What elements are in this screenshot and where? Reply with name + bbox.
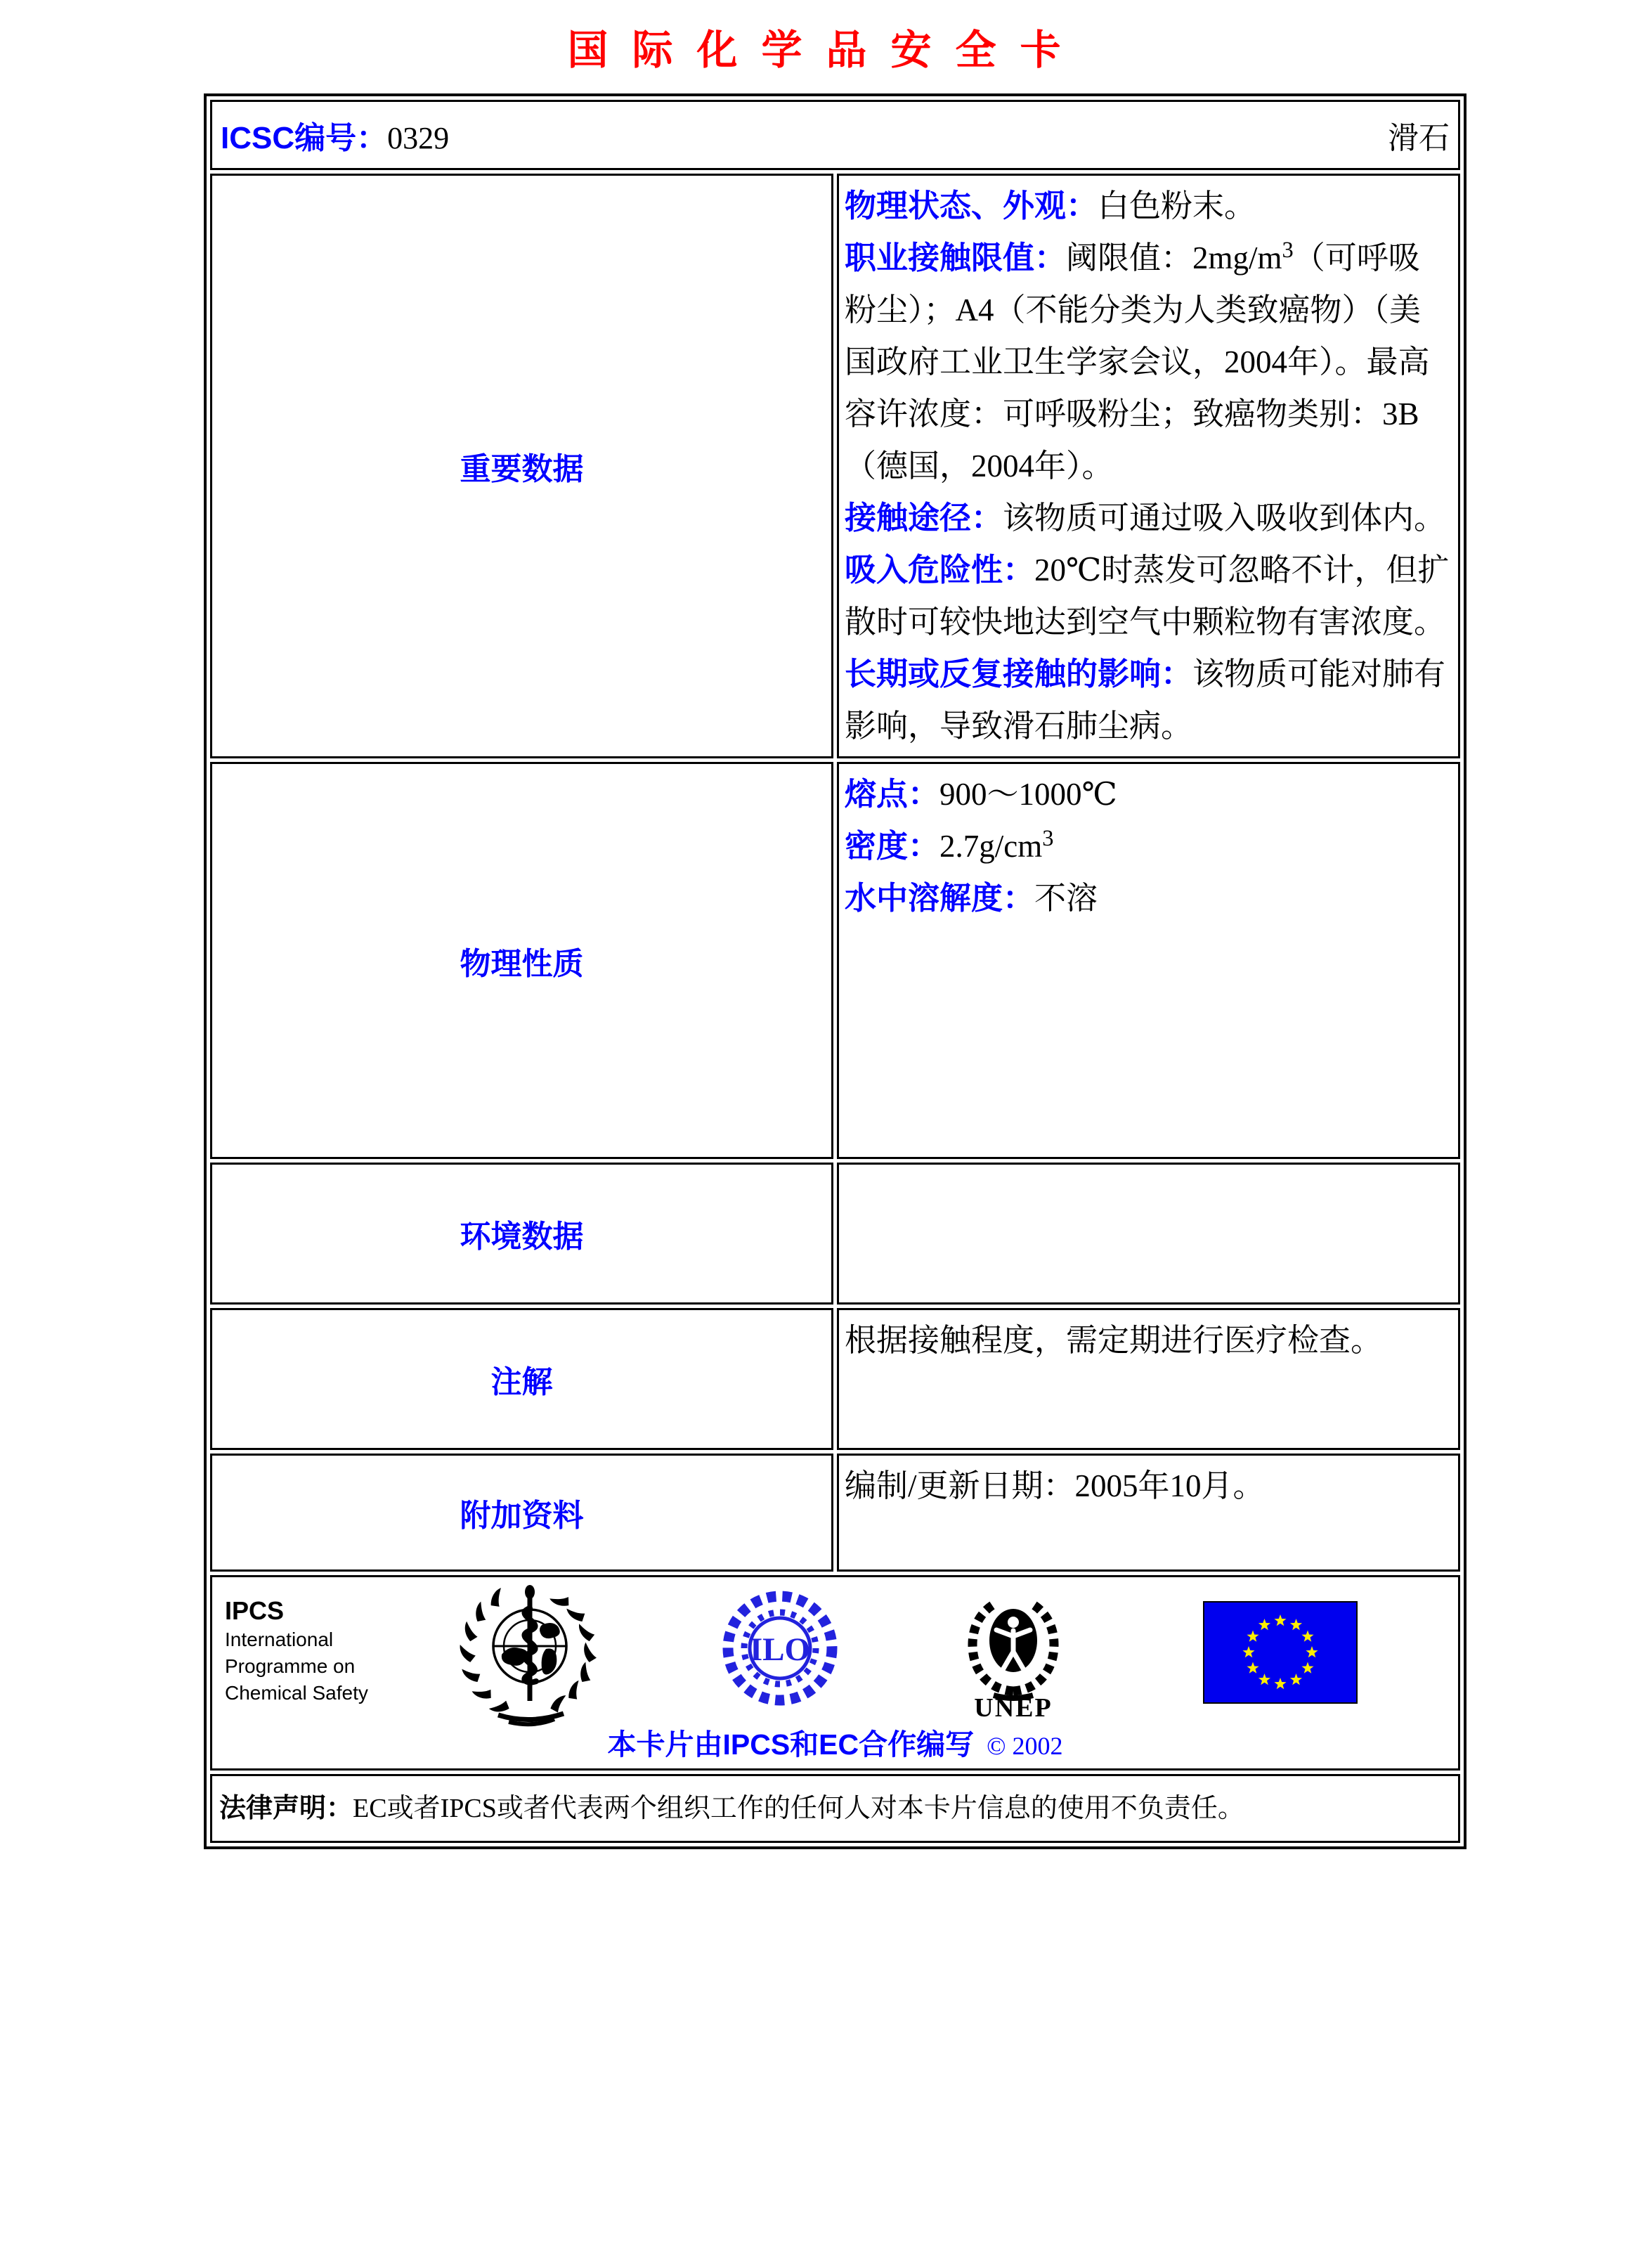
footer-copyright: © 2002 — [987, 1732, 1063, 1760]
legal-disclaimer-text: EC或者IPCS或者代表两个组织工作的任何人对本卡片信息的使用不负责任。 — [353, 1794, 1244, 1823]
ipcs-line-2: Programme on — [225, 1655, 356, 1677]
icsc-number-label: ICSC编号： — [221, 121, 388, 155]
section-label-notes: 注解 — [210, 1308, 833, 1450]
section-label-important-data: 重要数据 — [210, 174, 833, 758]
legal-disclaimer — [210, 1774, 1460, 1843]
ipcs-text-block — [225, 1595, 368, 1707]
ilo-logo-icon — [720, 1586, 840, 1712]
section-content-additional-information: 编制/更新日期：2005年10月。 — [837, 1454, 1460, 1572]
section-content-environmental-data — [837, 1163, 1460, 1305]
section-content-notes: 根据接触程度，需定期进行医疗检查。 — [837, 1308, 1460, 1450]
ipcs-line-1: International — [225, 1629, 334, 1650]
unep-logo-icon — [953, 1584, 1074, 1721]
icsc-number-group — [221, 112, 449, 157]
ipcs-line-3: Chemical Safety — [225, 1682, 368, 1704]
chemical-name: 滑石 — [1388, 121, 1450, 155]
ilo-logo-text: ILO — [749, 1631, 811, 1668]
footer-caption — [212, 1721, 1458, 1763]
who-logo-icon — [460, 1583, 600, 1729]
footer-caption-text: 本卡片由IPCS和EC合作编写 — [607, 1728, 975, 1761]
page-title: 国际化学品安全卡 — [567, 27, 1085, 73]
unep-logo-text: UNEP — [974, 1693, 1053, 1721]
section-label-environmental-data: 环境数据 — [210, 1163, 833, 1305]
eu-flag-icon — [1203, 1601, 1358, 1704]
section-content-important-data: 物理状态、外观：白色粉末。 职业接触限值：阈限值：$2mg/m^3$（可呼吸粉尘）；A4（不能分类为人类致癌物）（美国政府工业卫生学家会议，2004年）。最高容许浓度：可呼吸粉尘；致癌物类别：3B（德国，2004年）。 接触途径：该物质可通过吸入吸收到体内。 吸入危险性：20℃时蒸发可忽略不计，但扩散时可较快地达到空气中颗粒物有害浓度。 长期或反复接触的影响：该物质可能对肺有影响，导致滑石肺尘病。 — [837, 174, 1460, 758]
icsc-number-value: 0329 — [387, 121, 450, 155]
card-header-row — [210, 100, 1460, 170]
footer — [210, 1575, 1460, 1771]
section-content-physical-properties: 熔点：900～1000℃ 密度：$2.7g/cm^3$ 水中溶解度：不溶 — [837, 762, 1460, 1159]
section-label-physical-properties: 物理性质 — [210, 762, 833, 1159]
legal-disclaimer-label: 法律声明： — [219, 1794, 353, 1823]
ipcs-title: IPCS — [225, 1596, 285, 1625]
section-label-additional-information: 附加资料 — [210, 1454, 833, 1572]
icsc-card-table — [204, 93, 1466, 1849]
